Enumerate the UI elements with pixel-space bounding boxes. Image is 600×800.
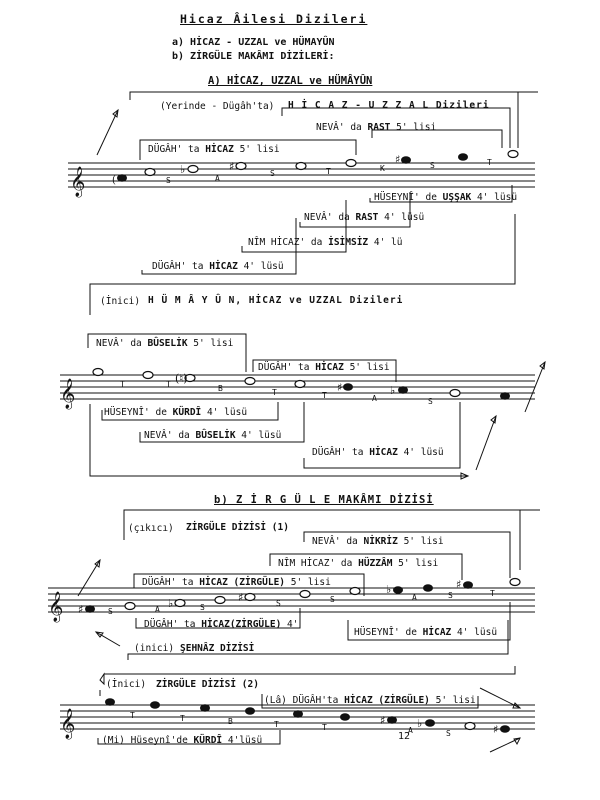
staff-3 bbox=[48, 588, 535, 612]
svg-text:♯: ♯ bbox=[229, 160, 235, 173]
row3-box-2: DÜGÂH' ta HİCAZ (ZİRGÜLE) 5' lisi bbox=[142, 577, 331, 588]
step-letter: T bbox=[490, 589, 495, 598]
step-letter: T bbox=[120, 380, 125, 389]
treble-clef-icon: 𝄞 bbox=[70, 167, 86, 197]
step-letter: S bbox=[270, 169, 275, 178]
list-item-a: a) HİCAZ - UZZAL ve HÜMAYÛN bbox=[172, 37, 335, 48]
step-letter: T bbox=[130, 711, 135, 720]
row2-main-label-prefix: (İnici) bbox=[100, 296, 141, 307]
step-letter: S bbox=[108, 607, 113, 616]
row2-box-3: NEVÂ' da BÛSELİK 4' lüsü bbox=[144, 430, 282, 441]
step-letter: T bbox=[322, 391, 327, 400]
row1-box-3: NEVÂ' da RAST 4' lüsü bbox=[304, 212, 425, 223]
row1-box-1: DÜGÂH' ta HİCAZ 5' lisi bbox=[148, 144, 280, 155]
row4-main-label-prefix: (İnici) bbox=[106, 679, 147, 690]
svg-text:(: ( bbox=[112, 175, 116, 186]
step-letter: T bbox=[166, 380, 171, 389]
step-letter: S bbox=[330, 595, 335, 604]
treble-clef-icon-4: 𝄞 bbox=[60, 709, 76, 739]
row3-box-3: DÜGÂH' ta HİCAZ(ZİRGÜLE) 4' bbox=[144, 619, 299, 630]
row4-box-1: (Mi) Hüseynî'de KÜRDÎ 4'lüsü bbox=[102, 735, 263, 746]
page-title: Hicaz Âilesi Dizileri bbox=[180, 12, 368, 26]
step-letter: T bbox=[322, 723, 327, 732]
row1-main-label-prefix: (Yerinde - Dügâh'ta) bbox=[160, 101, 275, 112]
row2-box-2: HÜSEYNÎ' de KÜRDÎ 4' lüsü bbox=[104, 407, 248, 418]
step-letter: S bbox=[276, 599, 281, 608]
step-letter: S bbox=[166, 176, 171, 185]
svg-text:♯: ♯ bbox=[78, 603, 84, 616]
step-letter: B bbox=[218, 384, 223, 393]
svg-text:♭: ♭ bbox=[417, 717, 423, 730]
staff-2-notes bbox=[93, 369, 510, 400]
row1-box-2: HÜSEYNÎ' de UŞŞAK 4' lüsü bbox=[374, 192, 518, 203]
row2-main-label: H Ü M Â Y Û N, HİCAZ ve UZZAL Dizileri bbox=[148, 295, 404, 306]
step-letter: A bbox=[408, 726, 413, 735]
row2-box-1: DÜGÂH' ta HİCAZ 5' lisi bbox=[258, 362, 390, 373]
svg-text:♭: ♭ bbox=[386, 583, 392, 596]
step-letter: A bbox=[412, 593, 417, 602]
row3-box-1: NÎM HİCAZ' da HÜZZÂM 5' lisi bbox=[278, 558, 439, 569]
section-b-heading: b) Z İ R G Ü L E MAKÂMI DİZİSİ bbox=[214, 494, 434, 506]
row1-box-0: NEVÂ' da RAST 5' lisi bbox=[316, 122, 437, 133]
svg-text:♭: ♭ bbox=[390, 384, 396, 397]
step-letter: S bbox=[446, 729, 451, 738]
list-item-b: b) ZİRGÜLE MAKÂMI DİZİLERİ: bbox=[172, 51, 335, 62]
step-letter: T bbox=[326, 167, 331, 176]
svg-text:♭: ♭ bbox=[180, 163, 186, 176]
svg-text:♯: ♯ bbox=[493, 723, 499, 736]
svg-text:♯: ♯ bbox=[238, 591, 244, 604]
page-number: 12 bbox=[398, 731, 411, 742]
row1-box-4: NÎM HİCAZ' da İSİMSİZ 4' lü bbox=[248, 237, 403, 248]
step-letter: S bbox=[428, 397, 433, 406]
row3-main-label: ZİRGÜLE DİZİSİ (1) bbox=[186, 522, 289, 533]
svg-text:♯: ♯ bbox=[456, 578, 462, 591]
step-letter: S bbox=[430, 161, 435, 170]
row4-main-label: ZİRGÜLE DİZİSİ (2) bbox=[156, 679, 259, 690]
treble-clef-icon-3: 𝄞 bbox=[48, 592, 64, 622]
step-letter: A bbox=[215, 174, 220, 183]
step-letter: A bbox=[155, 605, 160, 614]
row2-box-0: NEVÂ' da BÛSELİK 5' lisi bbox=[96, 338, 234, 349]
step-letter: T bbox=[274, 720, 279, 729]
treble-clef-icon-2: 𝄞 bbox=[60, 379, 76, 409]
svg-text:♯: ♯ bbox=[395, 153, 401, 166]
step-letter: K bbox=[380, 164, 385, 173]
svg-text:♯: ♯ bbox=[337, 381, 343, 394]
svg-text:♯: ♯ bbox=[380, 714, 386, 727]
row3-bottom-label-prefix: (inici) bbox=[134, 643, 175, 654]
row3-box-4: HÜSEYNÎ' de HİCAZ 4' lüsü bbox=[354, 627, 498, 638]
row3-bottom-label: ŞEHNÂZ DİZİSİ bbox=[180, 643, 255, 654]
svg-text:♭: ♭ bbox=[168, 597, 174, 610]
svg-text:(♮): (♮) bbox=[175, 372, 188, 385]
row3-box-0: NEVÂ' da NİKRİZ 5' lisi bbox=[312, 536, 444, 547]
row1-main-label: H İ C A Z - U Z Z A L Dizileri bbox=[288, 100, 490, 111]
step-letter: S bbox=[448, 591, 453, 600]
section-a-heading: A) HİCAZ, UZZAL ve HÜMÂYÛN bbox=[208, 75, 373, 87]
row2-box-4: DÜGÂH' ta HİCAZ 4' lüsü bbox=[312, 447, 444, 458]
row4-box-0: (Lâ) DÜGÂH'ta HİCAZ (ZİRGÜLE) 5' lisi bbox=[264, 695, 476, 706]
step-letter: S bbox=[200, 603, 205, 612]
row3-main-label-prefix: (çıkıcı) bbox=[128, 523, 174, 534]
step-letter: T bbox=[272, 388, 277, 397]
step-letter: A bbox=[372, 394, 377, 403]
step-letter: T bbox=[180, 714, 185, 723]
row1-box-5: DÜGÂH' ta HİCAZ 4' lüsü bbox=[152, 261, 284, 272]
step-letter: T bbox=[487, 158, 492, 167]
step-letter: B bbox=[228, 717, 233, 726]
